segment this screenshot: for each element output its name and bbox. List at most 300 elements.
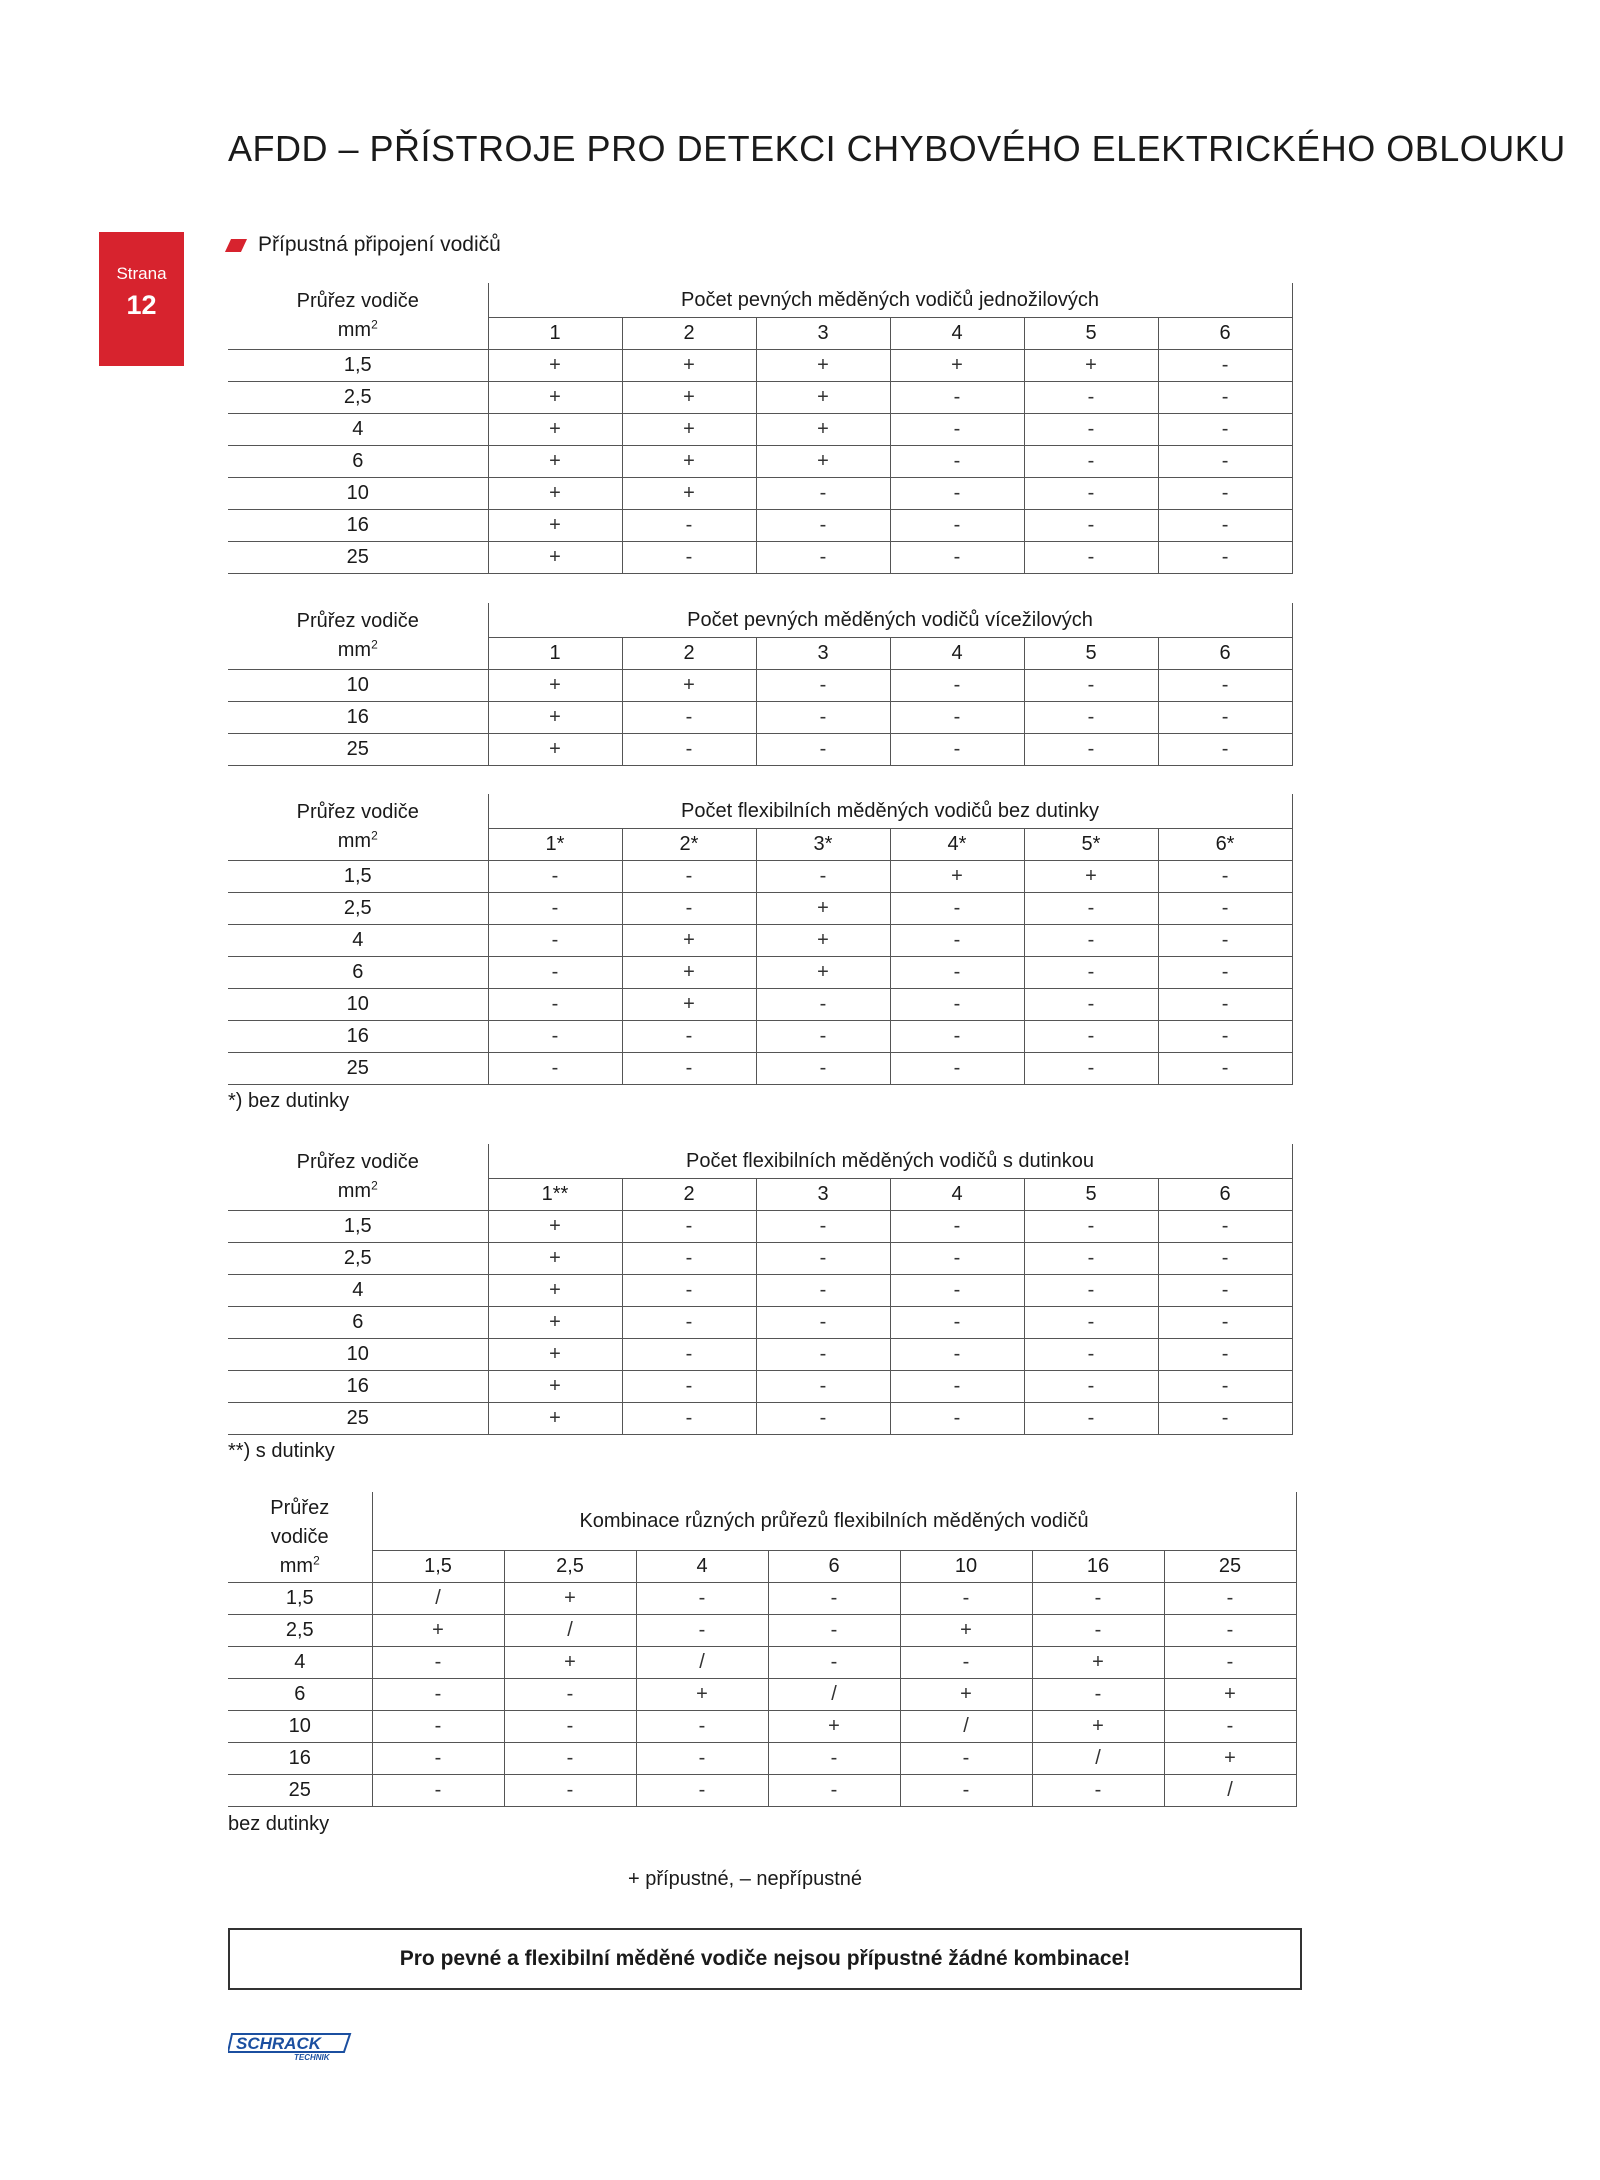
table-cell: -	[1158, 670, 1292, 702]
table-cell: +	[622, 957, 756, 989]
table-cell: +	[488, 702, 622, 734]
table-cell: -	[1024, 893, 1158, 925]
table-cell: -	[1158, 1339, 1292, 1371]
table-footnote: *) bez dutinky	[228, 1090, 350, 1112]
warning-text: Pro pevné a flexibilní měděné vodiče nejsou přípustné žádné kombinace!	[399, 1947, 1131, 1970]
table-cell: +	[622, 925, 756, 957]
table-cell: +	[488, 510, 622, 542]
row-header-line: Průřez vodiče	[296, 290, 419, 312]
table-row	[228, 1743, 1296, 1775]
table-cell: -	[890, 957, 1024, 989]
column-header: 6*	[1158, 829, 1292, 861]
table-cell: +	[1024, 350, 1158, 382]
table-cell: -	[1158, 893, 1292, 925]
table-header-row	[228, 1144, 1292, 1179]
table-caption: Počet pevných měděných vodičů jednožilových	[488, 283, 1292, 318]
section-heading-text: Přípustná připojení vodičů	[258, 233, 501, 256]
table-row	[228, 1211, 1292, 1243]
table-row	[228, 1711, 1296, 1743]
table-cell: -	[504, 1679, 636, 1711]
row-size-label: 10	[228, 1339, 488, 1371]
table-row	[228, 1053, 1292, 1085]
row-header-unit	[228, 1177, 488, 1206]
column-header: 4	[890, 1179, 1024, 1211]
table-cell: -	[622, 861, 756, 893]
table-cell: -	[622, 1243, 756, 1275]
table-cell: +	[488, 478, 622, 510]
row-size-label: 4	[228, 925, 488, 957]
table-cell: -	[1158, 925, 1292, 957]
column-header: 3	[756, 318, 890, 350]
table-cell: -	[1024, 382, 1158, 414]
table-row	[228, 957, 1292, 989]
row-size-label: 2,5	[228, 1243, 488, 1275]
table-cell: +	[900, 1679, 1032, 1711]
table-cell: -	[622, 893, 756, 925]
table-cell: -	[1024, 1275, 1158, 1307]
table-cell: -	[1024, 957, 1158, 989]
table-cell: -	[1158, 1243, 1292, 1275]
table-cell: +	[756, 414, 890, 446]
row-size-label: 1,5	[228, 1583, 372, 1615]
column-header: 3	[756, 1179, 890, 1211]
table-cell: +	[488, 350, 622, 382]
table-cell: -	[372, 1775, 504, 1807]
table-cell: -	[756, 861, 890, 893]
column-header: 1**	[488, 1179, 622, 1211]
table-cell: +	[1164, 1679, 1296, 1711]
table-cell: -	[1158, 1053, 1292, 1085]
conductor-table	[228, 794, 1293, 1085]
row-header-label	[228, 794, 488, 861]
table-cell: +	[756, 925, 890, 957]
table-cell: -	[1024, 542, 1158, 574]
table-cell: -	[756, 1021, 890, 1053]
row-header-line: Průřez vodiče	[296, 1151, 419, 1173]
table-cell: -	[622, 1021, 756, 1053]
table-cell: -	[622, 1371, 756, 1403]
table-cell: -	[890, 1371, 1024, 1403]
table-row	[228, 510, 1292, 542]
table-cell: -	[1024, 414, 1158, 446]
row-size-label: 10	[228, 1711, 372, 1743]
table-cell: -	[1024, 670, 1158, 702]
table-cell: -	[1024, 1403, 1158, 1435]
column-header: 4	[636, 1551, 768, 1583]
table-cell: +	[622, 989, 756, 1021]
table-cell: +	[372, 1615, 504, 1647]
table-cell: -	[1164, 1583, 1296, 1615]
table-cell: +	[488, 382, 622, 414]
table-cell: +	[900, 1615, 1032, 1647]
column-header: 6	[768, 1551, 900, 1583]
row-size-label: 1,5	[228, 861, 488, 893]
table-cell: -	[1024, 925, 1158, 957]
row-header-label	[228, 1144, 488, 1211]
table-cell: -	[890, 1243, 1024, 1275]
table-caption: Kombinace různých průřezů flexibilních měděných vodičů	[372, 1492, 1296, 1551]
row-size-label: 2,5	[228, 1615, 372, 1647]
table-cell: -	[1024, 702, 1158, 734]
table-cell: -	[768, 1615, 900, 1647]
table-cell: -	[756, 1053, 890, 1085]
table-cell: -	[622, 542, 756, 574]
table-row	[228, 1583, 1296, 1615]
table-cell: +	[488, 446, 622, 478]
page-number: 12	[126, 290, 157, 320]
table-caption: Počet pevných měděných vodičů vícežilových	[488, 603, 1292, 638]
table-cell: /	[1032, 1743, 1164, 1775]
row-header-line: Průřez vodiče	[296, 610, 419, 632]
table-row	[228, 1243, 1292, 1275]
table-cell: +	[622, 670, 756, 702]
table-cell: -	[756, 1339, 890, 1371]
table-cell: -	[1024, 1211, 1158, 1243]
table-cell: -	[756, 1307, 890, 1339]
table-row	[228, 446, 1292, 478]
column-header: 5	[1024, 318, 1158, 350]
table-cell: -	[1158, 1211, 1292, 1243]
warning-box	[228, 1928, 1302, 1990]
table-cell: -	[890, 542, 1024, 574]
table-row	[228, 1647, 1296, 1679]
unit-text: mm	[337, 639, 372, 661]
column-header: 4	[890, 638, 1024, 670]
table-cell: -	[488, 925, 622, 957]
table-row	[228, 1275, 1292, 1307]
table-cell: +	[622, 414, 756, 446]
table-cell: +	[622, 478, 756, 510]
row-size-label: 16	[228, 1371, 488, 1403]
row-size-label: 10	[228, 670, 488, 702]
table-row	[228, 1403, 1292, 1435]
table-cell: /	[372, 1583, 504, 1615]
table-cell: /	[504, 1615, 636, 1647]
section-marker-icon	[225, 239, 247, 252]
table-cell: -	[890, 1307, 1024, 1339]
row-size-label: 16	[228, 510, 488, 542]
column-header: 5	[1024, 638, 1158, 670]
column-header: 25	[1164, 1551, 1296, 1583]
table-cell: -	[890, 1053, 1024, 1085]
table-cell: -	[488, 861, 622, 893]
table-cell: +	[756, 446, 890, 478]
table-cell: -	[1158, 382, 1292, 414]
table-row	[228, 1775, 1296, 1807]
table-cell: -	[890, 1339, 1024, 1371]
combination-table	[228, 1492, 1297, 1807]
row-header-line: vodiče	[270, 1525, 329, 1548]
table-cell: -	[488, 893, 622, 925]
table-cell: -	[504, 1743, 636, 1775]
table-cell: -	[488, 1053, 622, 1085]
table-cell: /	[900, 1711, 1032, 1743]
table-cell: -	[1032, 1679, 1164, 1711]
table-cell: -	[756, 478, 890, 510]
table-cell: -	[890, 478, 1024, 510]
table-cell: -	[488, 989, 622, 1021]
column-header: 10	[900, 1551, 1032, 1583]
column-header: 16	[1032, 1551, 1164, 1583]
table-cell: -	[890, 446, 1024, 478]
table-cell: -	[890, 1021, 1024, 1053]
row-size-label: 2,5	[228, 382, 488, 414]
column-header: 4	[890, 318, 1024, 350]
table-cell: +	[504, 1583, 636, 1615]
column-header: 3	[756, 638, 890, 670]
table-cell: -	[372, 1711, 504, 1743]
table-cell: -	[768, 1647, 900, 1679]
row-size-label: 16	[228, 702, 488, 734]
row-header-unit	[228, 316, 488, 345]
table-cell: -	[372, 1679, 504, 1711]
table-cell: -	[1164, 1711, 1296, 1743]
table-cell: +	[1032, 1647, 1164, 1679]
row-size-label: 6	[228, 446, 488, 478]
table-cell: -	[622, 734, 756, 766]
table-row	[228, 670, 1292, 702]
table-cell: -	[756, 542, 890, 574]
unit-superscript: 2	[371, 828, 378, 843]
table-cell: +	[488, 1243, 622, 1275]
table-cell: /	[1164, 1775, 1296, 1807]
table-cell: +	[622, 382, 756, 414]
table-cell: -	[1158, 734, 1292, 766]
table-cell: -	[1164, 1615, 1296, 1647]
table-cell: -	[900, 1743, 1032, 1775]
table-cell: +	[756, 350, 890, 382]
table-cell: +	[622, 446, 756, 478]
table-row	[228, 1615, 1296, 1647]
table-cell: -	[622, 510, 756, 542]
row-size-label: 25	[228, 542, 488, 574]
table-cell: -	[890, 893, 1024, 925]
column-header: 5	[1024, 1179, 1158, 1211]
table-cell: +	[488, 670, 622, 702]
table-row	[228, 414, 1292, 446]
table-caption: Počet flexibilních měděných vodičů s dutinkou	[488, 1144, 1292, 1179]
table-cell: -	[756, 1403, 890, 1435]
conductor-table	[228, 283, 1293, 574]
table-cell: -	[1024, 1371, 1158, 1403]
table-cell: -	[1158, 861, 1292, 893]
page-title: AFDD – PŘÍSTROJE PRO DETEKCI CHYBOVÉHO ELEKTRICKÉHO OBLOUKU	[228, 128, 1566, 169]
table-cell: /	[768, 1679, 900, 1711]
row-size-label: 25	[228, 1053, 488, 1085]
table-cell: -	[636, 1775, 768, 1807]
table-cell: -	[622, 1275, 756, 1307]
column-header: 1,5	[372, 1551, 504, 1583]
table-cell: +	[488, 542, 622, 574]
table-cell: -	[1158, 414, 1292, 446]
table-cell: -	[1158, 1403, 1292, 1435]
table-cell: -	[1158, 1371, 1292, 1403]
conductor-table	[228, 1144, 1293, 1435]
row-size-label: 10	[228, 478, 488, 510]
table-row	[228, 478, 1292, 510]
row-size-label: 2,5	[228, 893, 488, 925]
row-header-unit	[228, 1552, 372, 1581]
table-cell: -	[890, 734, 1024, 766]
table-cell: -	[890, 1275, 1024, 1307]
table-cell: -	[1158, 510, 1292, 542]
table-cell: +	[756, 382, 890, 414]
table-cell: +	[890, 861, 1024, 893]
table-cell: -	[1158, 542, 1292, 574]
unit-superscript: 2	[313, 1552, 320, 1567]
row-size-label: 4	[228, 1275, 488, 1307]
table-cell: +	[1024, 861, 1158, 893]
table-cell: -	[890, 1403, 1024, 1435]
table-cell: -	[756, 1275, 890, 1307]
row-header-label	[228, 603, 488, 670]
table-cell: -	[1024, 510, 1158, 542]
table-cell: -	[622, 1403, 756, 1435]
table-cell: -	[768, 1583, 900, 1615]
table-row	[228, 989, 1292, 1021]
column-header: 2	[622, 1179, 756, 1211]
table-row	[228, 734, 1292, 766]
table-cell: -	[636, 1711, 768, 1743]
row-header-label	[228, 1492, 372, 1583]
row-size-label: 25	[228, 1775, 372, 1807]
table-cell: +	[488, 1403, 622, 1435]
table-cell: -	[636, 1743, 768, 1775]
table-cell: -	[1158, 1307, 1292, 1339]
table-cell: +	[756, 893, 890, 925]
table-cell: +	[488, 1371, 622, 1403]
column-header: 2	[622, 318, 756, 350]
row-size-label: 16	[228, 1743, 372, 1775]
table-row	[228, 893, 1292, 925]
table-cell: -	[1024, 989, 1158, 1021]
table-cell: -	[756, 989, 890, 1021]
column-header: 6	[1158, 1179, 1292, 1211]
table-cell: -	[900, 1775, 1032, 1807]
row-size-label: 6	[228, 1307, 488, 1339]
page-label: Strana	[116, 264, 167, 283]
table-cell: +	[768, 1711, 900, 1743]
table-cell: +	[504, 1647, 636, 1679]
logo-subtext: TECHNIK	[294, 2053, 330, 2062]
table-header-row	[228, 1492, 1296, 1551]
table-cell: -	[1158, 350, 1292, 382]
row-header-label	[228, 283, 488, 350]
column-header: 3*	[756, 829, 890, 861]
row-size-label: 10	[228, 989, 488, 1021]
row-header-unit	[228, 636, 488, 665]
table-cell: +	[1032, 1711, 1164, 1743]
table-cell: +	[756, 957, 890, 989]
table-cell: -	[372, 1647, 504, 1679]
unit-superscript: 2	[371, 1178, 378, 1193]
column-header: 6	[1158, 318, 1292, 350]
row-size-label: 1,5	[228, 1211, 488, 1243]
table-row	[228, 925, 1292, 957]
table-cell: -	[756, 702, 890, 734]
table-cell: -	[890, 702, 1024, 734]
table-cell: +	[488, 1211, 622, 1243]
row-size-label: 1,5	[228, 350, 488, 382]
table-cell: -	[488, 1021, 622, 1053]
table-cell: +	[622, 350, 756, 382]
unit-text: mm	[337, 319, 372, 341]
table-cell: -	[756, 1211, 890, 1243]
row-size-label: 25	[228, 1403, 488, 1435]
table-header-row	[228, 794, 1292, 829]
unit-superscript: 2	[371, 637, 378, 652]
table-row	[228, 1339, 1292, 1371]
row-size-label: 4	[228, 414, 488, 446]
table-cell: /	[636, 1647, 768, 1679]
row-size-label: 6	[228, 957, 488, 989]
table-cell: -	[756, 670, 890, 702]
table-cell: -	[1158, 1275, 1292, 1307]
table-cell: -	[1164, 1647, 1296, 1679]
table-cell: -	[622, 1339, 756, 1371]
table-cell: -	[756, 1243, 890, 1275]
table-row	[228, 1307, 1292, 1339]
table-footnote: **) s dutinky	[228, 1440, 335, 1462]
column-header: 2*	[622, 829, 756, 861]
table-cell: -	[890, 1211, 1024, 1243]
table-footnote: bez dutinky	[228, 1813, 330, 1835]
row-header-line: Průřez	[270, 1496, 330, 1519]
table-cell: -	[768, 1743, 900, 1775]
table-cell: -	[1024, 1243, 1158, 1275]
table-cell: -	[1032, 1775, 1164, 1807]
table-cell: -	[1158, 1021, 1292, 1053]
table-cell: -	[1024, 1307, 1158, 1339]
column-header: 1*	[488, 829, 622, 861]
table-row	[228, 1371, 1292, 1403]
table-cell: -	[1158, 957, 1292, 989]
unit-text: mm	[337, 1180, 372, 1202]
column-header: 5*	[1024, 829, 1158, 861]
page-number-tab	[99, 232, 184, 366]
table-cell: -	[504, 1711, 636, 1743]
table-row	[228, 542, 1292, 574]
table-row	[228, 702, 1292, 734]
logo-text: SCHRACK	[236, 2034, 321, 2053]
table-cell: -	[1158, 478, 1292, 510]
row-size-label: 16	[228, 1021, 488, 1053]
table-cell: -	[890, 510, 1024, 542]
table-cell: -	[1024, 446, 1158, 478]
row-header-line: Průřez vodiče	[296, 801, 419, 823]
table-cell: +	[1164, 1743, 1296, 1775]
conductor-table	[228, 603, 1293, 766]
row-size-label: 25	[228, 734, 488, 766]
table-cell: -	[756, 510, 890, 542]
row-size-label: 6	[228, 1679, 372, 1711]
table-cell: -	[1158, 446, 1292, 478]
table-cell: -	[622, 1053, 756, 1085]
table-cell: -	[890, 414, 1024, 446]
table-row	[228, 861, 1292, 893]
table-row	[228, 1021, 1292, 1053]
table-cell: -	[1024, 478, 1158, 510]
table-cell: +	[890, 350, 1024, 382]
table-cell: -	[636, 1583, 768, 1615]
table-cell: +	[488, 734, 622, 766]
column-header: 2,5	[504, 1551, 636, 1583]
table-cell: -	[1024, 1339, 1158, 1371]
table-cell: -	[1024, 1053, 1158, 1085]
table-cell: +	[488, 1275, 622, 1307]
table-cell: -	[1032, 1615, 1164, 1647]
table-cell: -	[890, 989, 1024, 1021]
